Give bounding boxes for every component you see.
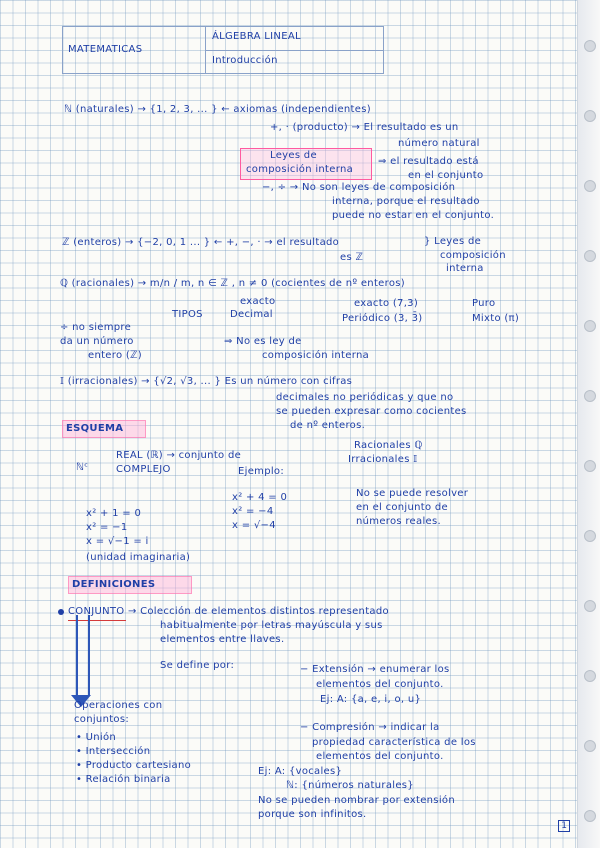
natural-line-3: número natural [398, 138, 480, 149]
bullet-icon [58, 609, 64, 615]
operaciones-title-2: conjuntos: [74, 714, 130, 725]
conjunto-note-1: No se pueden nombrar por extensión [258, 795, 455, 806]
esquema-real: REAL (ℝ) → conjunto de [116, 450, 242, 461]
ejemplo-note-1: No se puede resolver [356, 488, 469, 499]
tipo-periodico: Periódico (3, 3̄) [342, 313, 423, 324]
tipo-decimal: Decimal [230, 309, 273, 320]
ejemplo-eq-3: x = √−4 [232, 520, 276, 531]
natural-line-2: +, · (producto) → El resultado es un [270, 122, 459, 133]
notebook-binding-edge [577, 0, 600, 848]
leyes-result-1: ⇒ el resultado está [378, 156, 479, 167]
enteros-leyes-1: } Leyes de [424, 236, 482, 247]
conjunto-extension-ej: Ej: A: {a, e, i, o, u} [320, 694, 422, 705]
conjunto-compresion: − Compresión → indicar la [300, 722, 440, 733]
tipo-puro: Puro [472, 298, 496, 309]
ejemplo-eq-2: x² = −4 [232, 506, 274, 517]
leyes-label-1: Leyes de [270, 150, 317, 161]
conjunto-note-2: porque son infinitos. [258, 809, 367, 820]
irracionales-line: 𝕀 (irracionales) → {√2, √3, ... } Es un número con cifras [60, 376, 353, 387]
operacion-relacion: • Relación binaria [76, 774, 171, 785]
conjunto-compresion-ej-2: ℕ: {números naturales} [286, 780, 414, 791]
division-note-3: entero (ℤ) [88, 350, 143, 361]
division-note-4: ⇒ No es ley de [224, 336, 302, 347]
tipo-exacto-2: exacto (7,3) [354, 298, 419, 309]
esquema-irracionales: Irracionales 𝕀 [348, 454, 418, 465]
division-note-1: ÷ no siempre [60, 322, 132, 333]
page-number: 1 [558, 820, 570, 832]
esquema-racionales: Racionales ℚ [354, 440, 423, 451]
leyes-label-2: composición interna [246, 164, 354, 175]
conjunto-define: Se define por: [160, 660, 235, 671]
conjunto-extension-2: elementos del conjunto. [316, 679, 444, 690]
section-esquema: ESQUEMA [66, 423, 124, 434]
down-arrow-icon [76, 615, 90, 695]
enteros-leyes-3: interna [446, 263, 484, 274]
conjunto-compresion-ej: Ej: A: {vocales} [258, 766, 343, 777]
enteros-leyes-2: composición [440, 250, 506, 261]
operacion-producto: • Producto cartesiano [76, 760, 192, 771]
no-leyes-2: interna, porque el resultado [332, 196, 480, 207]
enteros-line-2: es ℤ [340, 252, 364, 263]
ejemplo-note-3: números reales. [356, 516, 441, 527]
ejemplo-note-2: en el conjunto de [356, 502, 449, 513]
racionales-line: ℚ (racionales) → m/n / m, n ∈ ℤ , n ≠ 0 (cocientes de nº enteros) [60, 278, 405, 289]
division-note-2: da un número [60, 336, 134, 347]
imag-eq-1: x² + 1 = 0 [86, 508, 142, 519]
natural-line: ℕ (naturales) → {1, 2, 3, ... } ← axiomas (independientes) [64, 104, 371, 115]
esquema-ejemplo: Ejemplo: [238, 466, 285, 477]
conjunto-compresion-3: elementos del conjunto. [316, 751, 444, 762]
conjunto-line-3: elementos entre llaves. [160, 634, 285, 645]
tipo-mixto: Mixto (π) [472, 313, 520, 324]
no-leyes-3: puede no estar en el conjunto. [332, 210, 495, 221]
header-topic: Introducción [212, 55, 278, 66]
ejemplo-eq-1: x² + 4 = 0 [232, 492, 288, 503]
conjunto-line-1: CONJUNTO → Colección de elementos distintos representado [68, 606, 389, 617]
operacion-union: • Unión [76, 732, 117, 743]
irracionales-line-3: se pueden expresar como cocientes [276, 406, 467, 417]
enteros-line: ℤ (enteros) → {−2, 0, 1 ... } ← +, −, · → el resultado [62, 237, 340, 248]
irracionales-line-2: decimales no periódicas y que no [276, 392, 454, 403]
header-subject: MATEMATICAS [68, 44, 143, 55]
header-course: ÁLGEBRA LINEAL [212, 31, 301, 42]
imag-eq-3: x = √−1 = i [86, 536, 149, 547]
conjunto-line-2: habitualmente por letras mayúscula y sus [160, 620, 383, 631]
esquema-nc: ℕᶜ [76, 462, 89, 473]
imag-eq-4: (unidad imaginaria) [86, 552, 191, 563]
irracionales-line-4: de nº enteros. [290, 420, 366, 431]
section-definiciones: DEFINICIONES [72, 579, 156, 590]
conjunto-extension: − Extensión → enumerar los [300, 664, 450, 675]
imag-eq-2: x² = −1 [86, 522, 128, 533]
operaciones-title: Operaciones con [74, 700, 163, 711]
leyes-result-2: en el conjunto [408, 170, 484, 181]
tipo-exacto: exacto [240, 296, 276, 307]
division-note-5: composición interna [262, 350, 370, 361]
tipos-label: TIPOS [172, 309, 203, 320]
operacion-interseccion: • Intersección [76, 746, 151, 757]
esquema-complejo: COMPLEJO [116, 464, 171, 475]
conjunto-compresion-2: propiedad característica de los [312, 737, 476, 748]
no-leyes-1: −, ÷ → No son leyes de composición [262, 182, 456, 193]
